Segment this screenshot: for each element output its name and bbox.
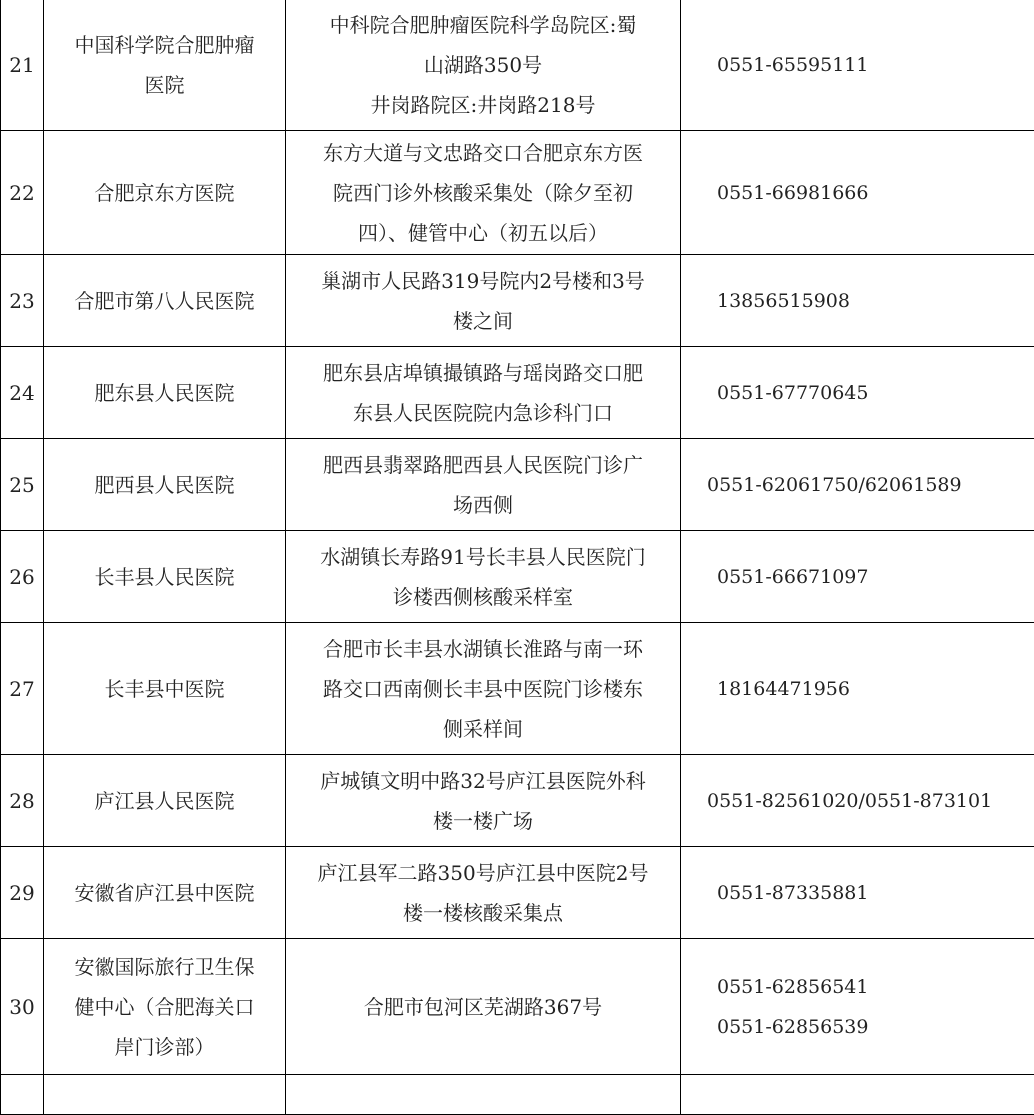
address-line: 井岗路院区:井岗路218号 — [370, 92, 596, 117]
phone-line: 18164471956 — [717, 677, 850, 700]
phone-line: 0551-87335881 — [717, 881, 869, 904]
phone-line: 0551-67770645 — [717, 381, 869, 404]
phone-line: 0551-62856541 — [717, 975, 869, 998]
row-number: 26 — [1, 531, 44, 623]
hospital-name-line: 合肥市第八人民医院 — [74, 288, 255, 313]
address — [286, 439, 681, 531]
table-row — [1, 439, 1034, 531]
phone-line: 0551-65595111 — [717, 53, 869, 76]
address-line: 楼一楼广场 — [433, 808, 533, 833]
row-number: 28 — [1, 755, 44, 847]
table-row — [1, 939, 1034, 1075]
hospital-name-line: 长丰县中医院 — [104, 676, 225, 701]
address-line: 中科院合肥肿瘤医院科学岛院区:蜀 — [329, 12, 637, 37]
address — [286, 847, 681, 939]
phone-line: 0551-62061750/62061589 — [707, 473, 962, 496]
phone — [681, 347, 1034, 439]
phone — [681, 939, 1034, 1075]
address — [286, 531, 681, 623]
table-row — [1, 623, 1034, 755]
address-line: 庐江县军二路350号庐江县中医院2号 — [317, 860, 649, 885]
table-row — [1, 847, 1034, 939]
row-number: 25 — [1, 439, 44, 531]
hospital-name-line: 中国科学院合肥肿瘤 — [74, 32, 255, 57]
address-line: 东方大道与文忠路交口合肥京东方医 — [323, 140, 643, 165]
address — [286, 131, 681, 255]
address-line: 巢湖市人民路319号院内2号楼和3号 — [321, 268, 645, 293]
phone-line: 13856515908 — [717, 289, 850, 312]
address-line: 合肥市包河区芜湖路367号 — [363, 994, 603, 1019]
address — [286, 0, 681, 131]
hospital-name-line: 安徽省庐江县中医院 — [74, 880, 255, 905]
phone — [681, 439, 1034, 531]
address — [286, 623, 681, 755]
hospital-name — [44, 131, 286, 255]
address-line: 场西侧 — [453, 492, 513, 517]
hospital-name — [44, 623, 286, 755]
hospital-name-line: 肥东县人民医院 — [94, 380, 235, 405]
phone — [681, 755, 1034, 847]
hospital-name — [44, 847, 286, 939]
address-line: 肥西县翡翠路肥西县人民医院门诊广 — [323, 452, 643, 477]
table-row — [1, 531, 1034, 623]
address-line: 楼一楼核酸采集点 — [403, 900, 563, 925]
hospital-name-line: 长丰县人民医院 — [94, 564, 235, 589]
hospital-name-line: 健中心（合肥海关口 — [74, 994, 255, 1019]
phone-line: 0551-66671097 — [717, 565, 869, 588]
address-line: 四）、健管中心（初五以后） — [358, 220, 608, 245]
hospital-name-line: 庐江县人民医院 — [94, 788, 235, 813]
hospital-name-line: 岸门诊部） — [114, 1034, 215, 1059]
hospital-name-line: 医院 — [144, 72, 185, 97]
table-row — [1, 0, 1034, 131]
address-line: 肥东县店埠镇撮镇路与瑶岗路交口肥 — [323, 360, 643, 385]
empty-cell — [681, 1075, 1034, 1115]
table-body — [1, 0, 1034, 1115]
table-row — [1, 255, 1034, 347]
hospital-name — [44, 347, 286, 439]
address-line: 合肥市长丰县水湖镇长淮路与南一环 — [323, 636, 643, 661]
row-number: 29 — [1, 847, 44, 939]
address — [286, 255, 681, 347]
row-number: 27 — [1, 623, 44, 755]
address — [286, 755, 681, 847]
hospital-name — [44, 255, 286, 347]
hospital-name — [44, 755, 286, 847]
row-number: 24 — [1, 347, 44, 439]
hospital-name-line: 肥西县人民医院 — [94, 472, 235, 497]
phone — [681, 531, 1034, 623]
table-row — [1, 755, 1034, 847]
address-line: 东县人民医院院内急诊科门口 — [353, 400, 613, 425]
address-line: 侧采样间 — [443, 716, 523, 741]
address-line: 路交口西南侧长丰县中医院门诊楼东 — [323, 676, 643, 701]
empty-cell — [1, 1075, 44, 1115]
address-line: 水湖镇长寿路91号长丰县人民医院门 — [320, 544, 646, 569]
empty-cell — [286, 1075, 681, 1115]
address-line: 庐城镇文明中路32号庐江县医院外科 — [320, 768, 646, 793]
address-line: 山湖路350号 — [423, 52, 543, 77]
row-number: 21 — [1, 0, 44, 131]
empty-cell — [44, 1075, 286, 1115]
table-row — [1, 131, 1034, 255]
phone-line: 0551-82561020/0551-873101 — [707, 789, 993, 812]
hospital-name — [44, 531, 286, 623]
row-number: 30 — [1, 939, 44, 1075]
phone-line: 0551-66981666 — [717, 181, 869, 204]
address — [286, 939, 681, 1075]
row-number: 22 — [1, 131, 44, 255]
address-line: 诊楼西侧核酸采样室 — [393, 584, 573, 609]
phone — [681, 0, 1034, 131]
hospital-name-line: 合肥京东方医院 — [94, 180, 235, 205]
address — [286, 347, 681, 439]
address-line: 院西门诊外核酸采集处（除夕至初 — [333, 180, 633, 205]
address-line: 楼之间 — [453, 308, 513, 333]
hospital-name — [44, 439, 286, 531]
phone — [681, 623, 1034, 755]
table-row — [1, 1075, 1034, 1115]
hospital-name — [44, 939, 286, 1075]
phone — [681, 847, 1034, 939]
hospital-name — [44, 0, 286, 131]
phone-line: 0551-62856539 — [717, 1015, 869, 1038]
table-row — [1, 347, 1034, 439]
phone — [681, 131, 1034, 255]
phone — [681, 255, 1034, 347]
hospital-name-line: 安徽国际旅行卫生保 — [74, 954, 255, 979]
row-number: 23 — [1, 255, 44, 347]
